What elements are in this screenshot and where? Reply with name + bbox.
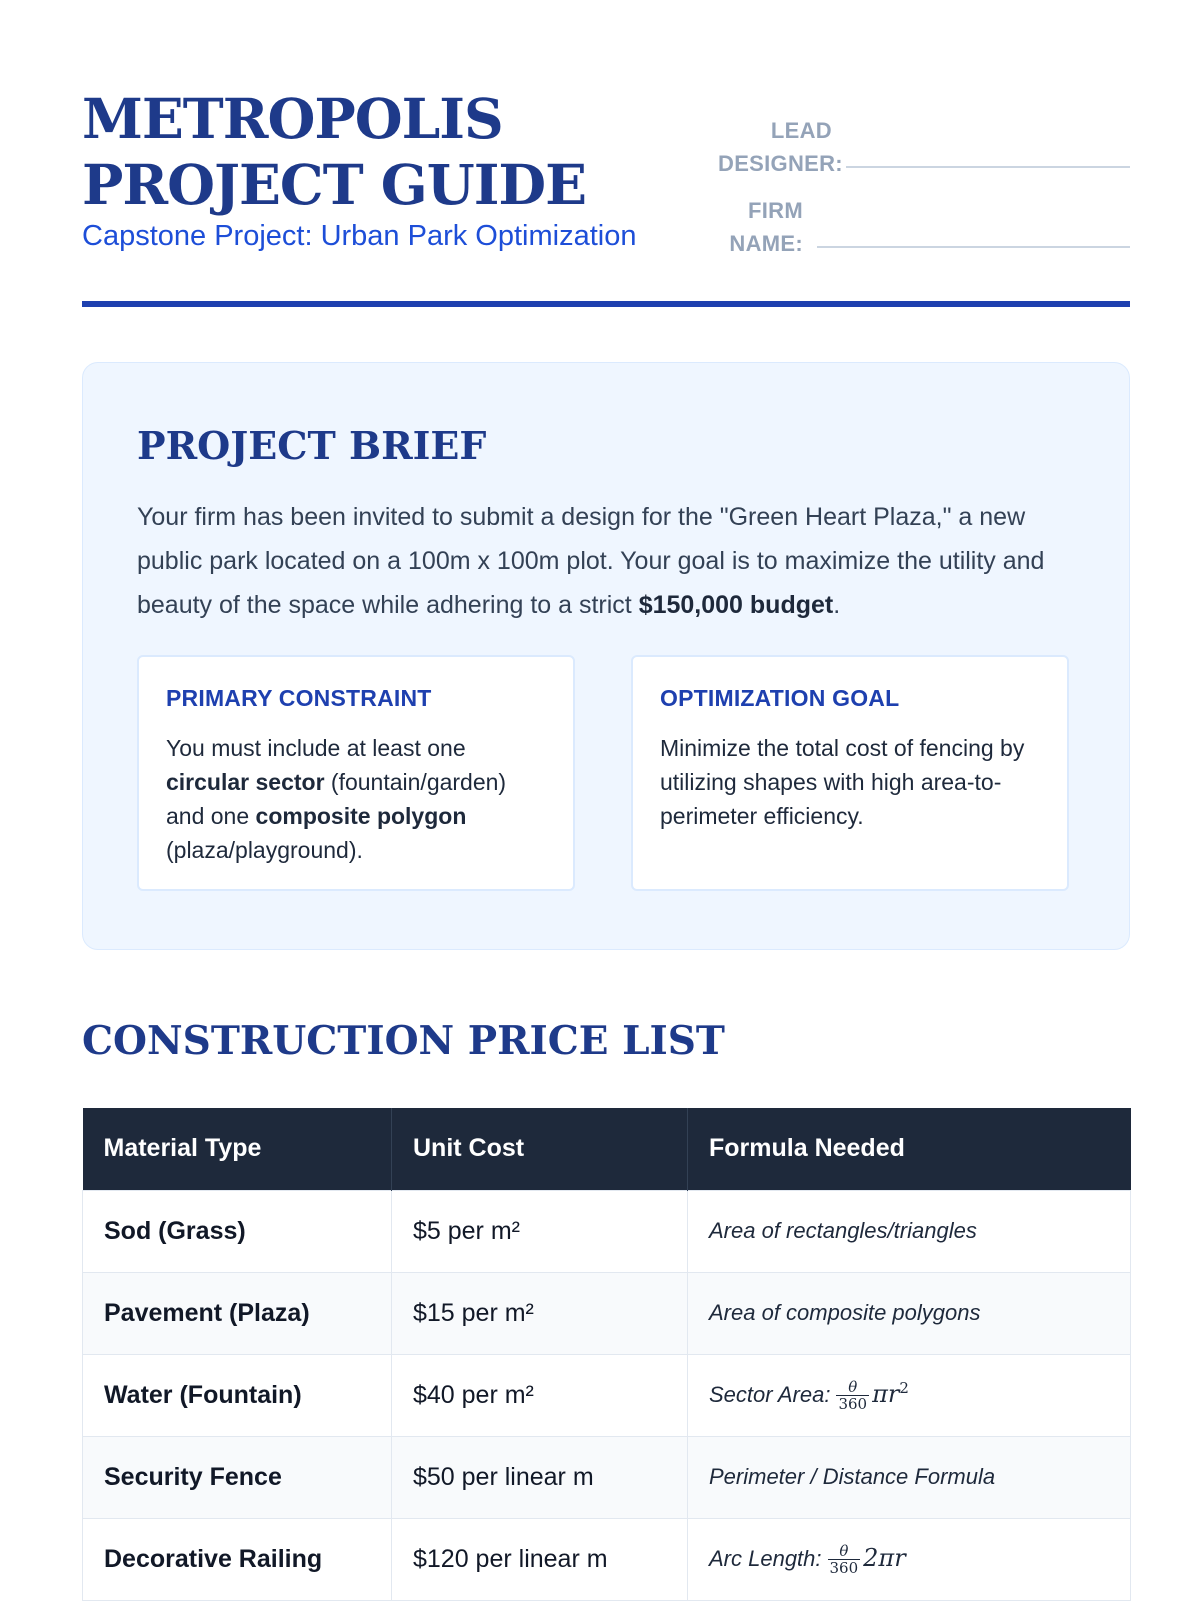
lead-designer-input-line[interactable] <box>846 166 1130 168</box>
material-cell: Decorative Railing <box>83 1518 392 1600</box>
table-row <box>83 1518 1131 1600</box>
material-cell: Pavement (Plaza) <box>83 1272 392 1354</box>
formula-cell: Area of rectangles/triangles <box>688 1190 1131 1272</box>
price-list-heading: CONSTRUCTION PRICE LIST <box>82 1018 725 1064</box>
material-cell: Water (Fountain) <box>83 1354 392 1436</box>
primary-constraint-card <box>137 655 575 891</box>
budget-amount: $150,000 budget <box>638 591 834 619</box>
sector-area-formula: $\frac{\theta}{360}$ $\pi r^2$ <box>838 1377 909 1413</box>
column-header: Material Type <box>83 1108 392 1190</box>
formula-cell: Arc Length: $\frac{\theta}{360}$ 2πr <box>688 1518 1131 1600</box>
table-header-row <box>83 1108 1131 1190</box>
header <box>82 0 1130 310</box>
lead-designer-label: LEAD DESIGNER: <box>718 118 843 176</box>
optimization-goal-text: Minimize the total cost of fencing by utilizing shapes with high area-to-perimeter efficiency. <box>660 735 1025 829</box>
column-header: Unit Cost <box>392 1108 688 1190</box>
formula-cell: Perimeter / Distance Formula <box>688 1436 1131 1518</box>
column-header: Formula Needed <box>688 1108 1131 1190</box>
title-line-2: PROJECT GUIDE <box>82 152 587 217</box>
lead-designer-field <box>718 114 1130 180</box>
title-line-1: METROPOLIS <box>82 86 503 151</box>
optimization-goal-heading: OPTIMIZATION GOAL <box>660 685 900 711</box>
cost-cell: $5 per m² <box>392 1190 688 1272</box>
page <box>82 0 1130 1577</box>
primary-constraint-text: You must include at least one circular sector (fountain/garden) and one composite polygon (plaza/playground). <box>166 735 507 863</box>
page-subtitle: Capstone Project: Urban Park Optimization <box>82 220 637 252</box>
firm-name-field <box>718 194 1130 260</box>
price-table <box>82 1108 1131 1601</box>
primary-constraint-heading: PRIMARY CONSTRAINT <box>166 685 432 711</box>
cost-cell: $15 per m² <box>392 1272 688 1354</box>
table-row <box>83 1354 1131 1436</box>
formula-cell: Area of composite polygons <box>688 1272 1131 1354</box>
table-row <box>83 1190 1131 1272</box>
firm-name-input-line[interactable] <box>817 246 1130 248</box>
project-brief-text: Your firm has been invited to submit a design for the "Green Heart Plaza," a new public park located on a 100m x 100m plot. Your goal is to maximize the utility and beauty of the space while adhering to a strict $150,000 budget. <box>137 503 1045 619</box>
table-row <box>83 1272 1131 1354</box>
header-divider <box>82 301 1130 307</box>
table-row <box>83 1436 1131 1518</box>
arc-length-formula: $\frac{\theta}{360}$ 2πr <box>829 1541 906 1577</box>
material-cell: Security Fence <box>83 1436 392 1518</box>
project-brief-panel <box>82 362 1130 950</box>
firm-name-label: FIRM NAME: <box>729 198 803 256</box>
project-brief-heading: PROJECT BRIEF <box>137 423 487 468</box>
formula-cell: Sector Area: $\frac{\theta}{360}$ $\pi r^2$ <box>688 1354 1131 1436</box>
page-title <box>82 86 586 218</box>
material-cell: Sod (Grass) <box>83 1190 392 1272</box>
cost-cell: $40 per m² <box>392 1354 688 1436</box>
cost-cell: $120 per linear m <box>392 1518 688 1600</box>
cost-cell: $50 per linear m <box>392 1436 688 1518</box>
optimization-goal-card <box>631 655 1069 891</box>
